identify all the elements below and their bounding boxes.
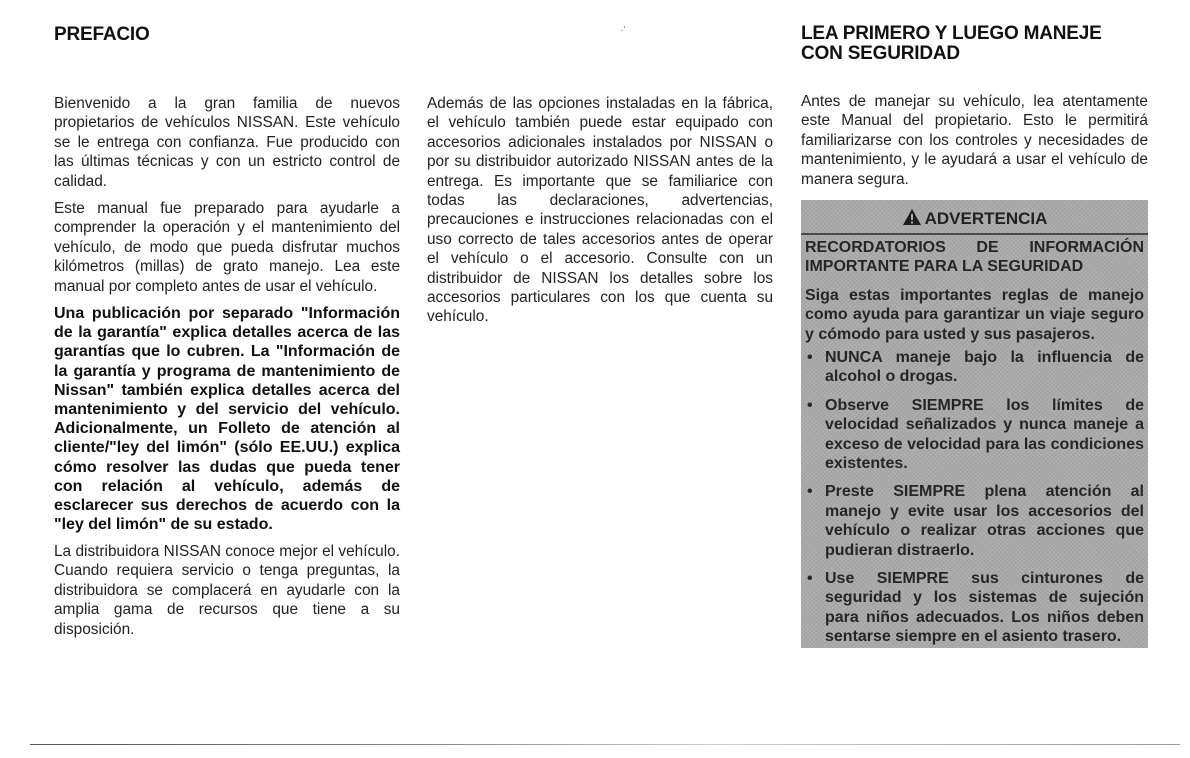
warning-item-text: Observe SIEMPRE los límites de velocidad señalizados y nunca maneje a exceso de velocidad para las condiciones existentes.: [825, 396, 1144, 473]
warning-intro: Siga estas importantes reglas de manejo como ayuda para garantizar un viaje seguro y cómodo para usted y sus pasajeros.: [805, 287, 1144, 343]
accessories-paragraph: Además de las opciones instaladas en la fábrica, el vehículo también puede estar equipado con accesorios adicionales instalados por NISSAN o por su distribuidor autorizado NISSAN antes de la entrega. Es importante que se familiarice con todas las declaraciones, advertencias, precauciones e instrucciones relacionadas con el uso correcto de tales accesorios antes de operar el vehículo o el accesorio. Consulte con un distribuidor de NISSAN los detalles sobre los accesorios particulares con los que cuenta su vehículo.: [427, 95, 773, 326]
bullet-icon: •: [807, 396, 813, 414]
bullet-icon: •: [807, 570, 813, 588]
bullet-icon: •: [807, 483, 813, 501]
warning-divider: [801, 233, 1148, 235]
warning-item: [805, 348, 1144, 387]
scan-speck: ·’: [620, 25, 626, 36]
warning-item-text: NUNCA maneje bajo la influencia de alcohol o drogas.: [825, 349, 1144, 386]
warning-item: [805, 569, 1144, 647]
prefacio-paragraph-warranty: Una publicación por separado "Información de la garantía" explica detalles acerca de las garantías que lo cubren. La "Información de la garantía y programa de mantenimiento de Nissan" también explica detalles acerca del mantenimiento y del servicio del vehículo. Adicionalmente, un Folleto de atención al cliente/"ley del limón" (sólo EE.UU.) explica cómo resolver las dudas que pueda tener con relación al vehículo, además de esclarecer sus derechos de acuerdo con la "ley del limón" de su estado.: [54, 305, 400, 534]
warning-title-text: ADVERTENCIA: [924, 209, 1048, 228]
warning-title: [801, 208, 1148, 231]
warning-box: [801, 200, 1148, 648]
warning-item: [805, 396, 1144, 474]
prefacio-paragraph-2: Este manual fue preparado para ayudarle a comprender la operación y el mantenimiento del vehículo, de modo que pueda disfrutar muchos kilómetros (millas) de grato manejo. Lea este manual por completo antes de usar el vehículo.: [54, 200, 400, 295]
warning-heading: RECORDATORIOS DE INFORMACIÓN IMPORTANTE PARA LA SEGURIDAD: [805, 239, 1144, 275]
warning-triangle-icon: [902, 208, 922, 231]
page-title-lea-primero: LEA PRIMERO Y LUEGO MANEJE CON SEGURIDAD: [801, 23, 1102, 64]
prefacio-paragraph-1: Bienvenido a la gran familia de nuevos propietarios de vehículos NISSAN. Este vehículo se le entrega con confianza. Fue producido con las últimas técnicas y con un estricto control de calidad.: [54, 95, 400, 190]
warning-item-text: Use SIEMPRE sus cinturones de seguridad y los sistemas de sujeción para niños adecuados. Los niños deben sentarse siempre en el asiento trasero.: [825, 570, 1144, 646]
warning-item: [805, 482, 1144, 560]
warning-item-text: Preste SIEMPRE plena atención al manejo y evite usar los accesorios del vehículo o realizar otras acciones que pudieran distraerlo.: [825, 483, 1144, 559]
page-bottom-rule: [30, 744, 1180, 745]
bullet-icon: •: [807, 349, 813, 366]
read-first-paragraph: Antes de manejar su vehículo, lea atentamente este Manual del propietario. Esto le permitirá familiarizarse con los controles y necesidades de mantenimiento, y le ayudará a usar el vehículo de manera segura.: [801, 93, 1148, 188]
page-title-prefacio: PREFACIO: [54, 24, 150, 45]
warning-list: [805, 348, 1144, 656]
prefacio-paragraph-dealer: La distribuidora NISSAN conoce mejor el vehículo. Cuando requiera servicio o tenga preguntas, la distribuidora se complacerá en ayudarle con la amplia gama de recursos que tiene a su disposición.: [54, 543, 400, 638]
